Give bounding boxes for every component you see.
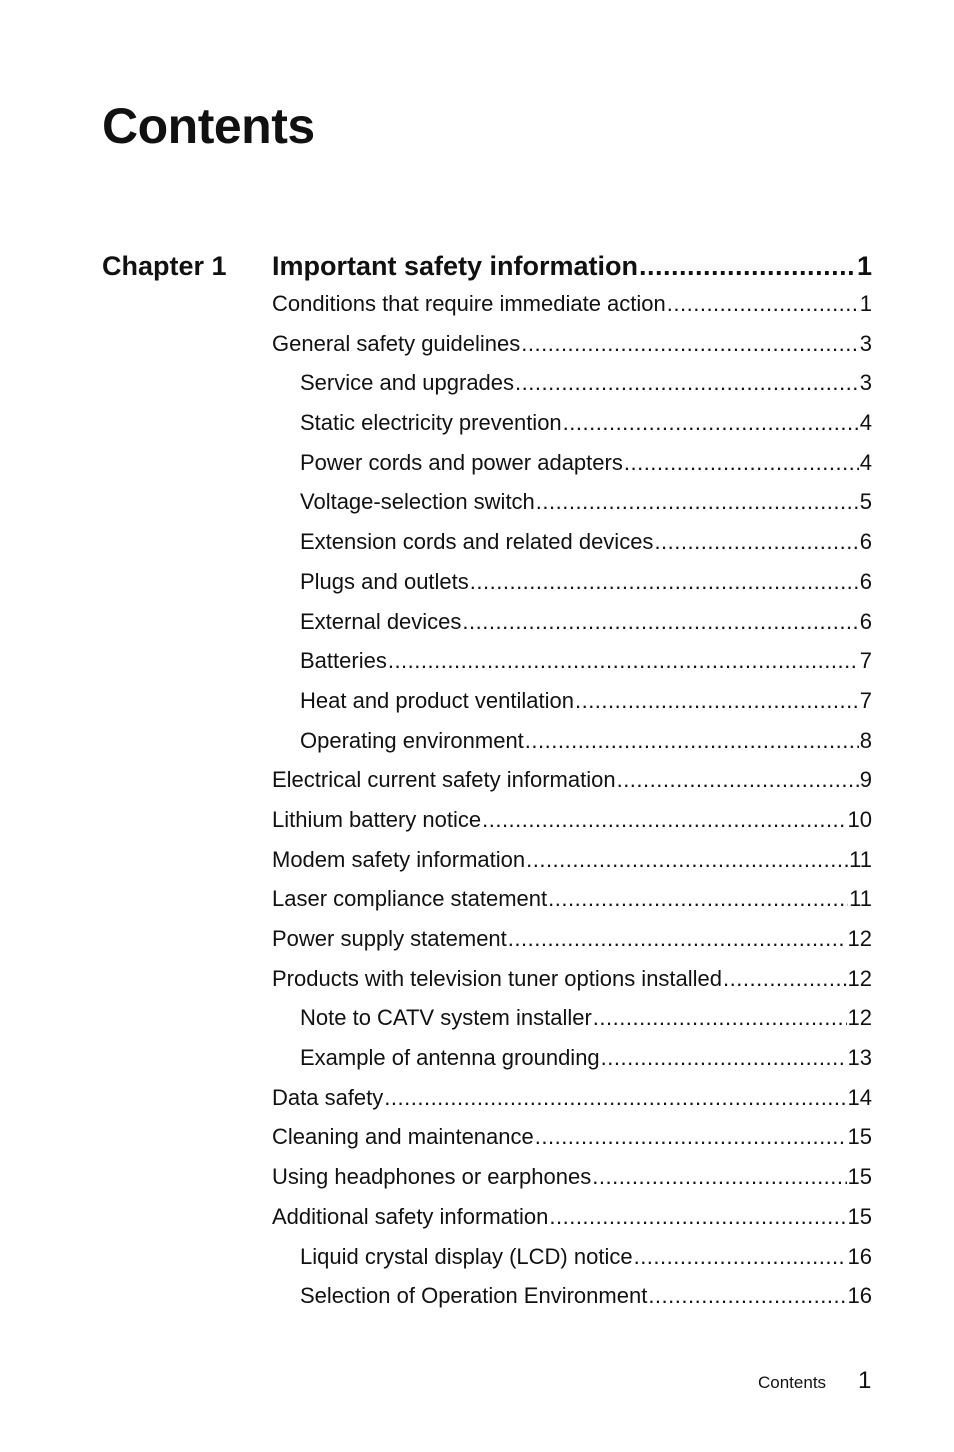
toc-entry-page: 7: [859, 687, 872, 713]
toc-entry-cleaning[interactable]: [272, 1117, 872, 1157]
toc-entry-title: Static electricity prevention: [300, 410, 562, 436]
dot-leader: [525, 721, 859, 761]
toc-entry-page: 15: [847, 1124, 872, 1150]
dot-leader: [482, 800, 846, 840]
toc-entry-page: 15: [847, 1164, 872, 1190]
toc-entry-data-safety[interactable]: [272, 1078, 872, 1118]
toc-entry-page: 10: [847, 806, 872, 832]
dot-leader: [654, 522, 858, 562]
toc-entry-catv-installer[interactable]: [272, 998, 872, 1038]
dot-leader: [592, 1157, 846, 1197]
toc-entry-title: General safety guidelines: [272, 330, 521, 356]
toc-entry-title: Plugs and outlets: [300, 568, 469, 594]
footer-page-number: 1: [858, 1367, 872, 1394]
toc-entry-page: 3: [859, 330, 872, 356]
toc-entry-external-devices[interactable]: [272, 602, 872, 642]
toc-entry-title: Additional safety information: [272, 1203, 549, 1229]
dot-leader: [624, 443, 859, 483]
toc-entry-title: Extension cords and related devices: [300, 529, 654, 555]
dot-leader: [549, 1197, 846, 1237]
toc-entry-tv-tuner[interactable]: [272, 959, 872, 999]
dot-leader: [470, 562, 859, 602]
chapter-label: Chapter 1: [102, 251, 227, 281]
toc-entry-heat-ventilation[interactable]: [272, 681, 872, 721]
dot-leader: [384, 1078, 846, 1118]
toc-entry-page: 12: [847, 1005, 872, 1031]
dot-leader: [601, 1038, 847, 1078]
toc-entry-page: 3: [859, 370, 872, 396]
toc-entry-page: 4: [859, 410, 872, 436]
toc-entry-title: Operating environment: [300, 727, 524, 753]
toc-entry-page: 1: [859, 291, 872, 316]
dot-leader: [639, 248, 856, 284]
dot-leader: [648, 1276, 846, 1316]
toc-entry-page: 6: [859, 608, 872, 634]
toc-entry-page: 15: [847, 1203, 872, 1229]
toc-entry-title: Power cords and power adapters: [300, 449, 623, 475]
toc-entry-title: External devices: [300, 608, 462, 634]
toc-entry-page: 16: [847, 1243, 872, 1269]
toc-entry-service-upgrades[interactable]: [272, 363, 872, 403]
page-title: Contents: [102, 98, 315, 154]
toc-entry-page: 12: [847, 926, 872, 951]
table-of-contents: [272, 248, 872, 1316]
dot-leader: [526, 840, 848, 880]
toc-entry-title: Cleaning and maintenance: [272, 1124, 534, 1150]
toc-entry-page: 8: [859, 727, 872, 753]
dot-leader: [593, 998, 847, 1038]
chapter-page-number: 1: [856, 251, 872, 281]
footer-label: Contents: [758, 1373, 827, 1392]
toc-entry-operation-environment-selection[interactable]: [272, 1276, 872, 1316]
toc-entry-title: Heat and product ventilation: [300, 687, 574, 713]
toc-entry-general-safety[interactable]: [272, 324, 872, 364]
toc-entry-title: Data safety: [272, 1084, 384, 1110]
dot-leader: [548, 879, 848, 919]
dot-leader: [667, 284, 859, 324]
toc-entry-page: 6: [859, 529, 872, 555]
toc-entry-title: Note to CATV system installer: [300, 1005, 592, 1031]
toc-entry-power-supply[interactable]: [272, 919, 872, 959]
chapter-title: Important safety information: [272, 251, 639, 281]
toc-entry-page: 7: [859, 648, 872, 674]
toc-entry-title: Products with television tuner options installed: [272, 965, 723, 991]
toc-entry-power-cords[interactable]: [272, 443, 872, 483]
toc-entry-page: 4: [859, 449, 872, 475]
dot-leader: [723, 959, 846, 999]
toc-entry-modem-safety[interactable]: [272, 840, 872, 880]
toc-entry-page: 5: [859, 489, 872, 515]
toc-entry-page: 11: [849, 846, 872, 872]
dot-leader: [535, 1117, 847, 1157]
toc-entry-headphones[interactable]: [272, 1157, 872, 1197]
dot-leader: [521, 324, 858, 364]
dot-leader: [515, 363, 859, 403]
toc-entry-voltage-switch[interactable]: [272, 482, 872, 522]
toc-entry-title: Electrical current safety information: [272, 767, 616, 793]
toc-entry-operating-environment[interactable]: [272, 721, 872, 761]
toc-entry-plugs-outlets[interactable]: [272, 562, 872, 602]
dot-leader: [634, 1237, 847, 1277]
toc-entry-laser-compliance[interactable]: [272, 879, 872, 919]
toc-entry-page: 14: [847, 1084, 872, 1110]
toc-entry-page: 12: [847, 965, 872, 991]
dot-leader: [563, 403, 859, 443]
toc-entry-page: 13: [847, 1045, 872, 1071]
toc-entry-conditions[interactable]: [272, 284, 872, 324]
toc-entry-antenna-grounding[interactable]: [272, 1038, 872, 1078]
toc-entry-batteries[interactable]: [272, 641, 872, 681]
toc-entry-electrical-current[interactable]: [272, 760, 872, 800]
toc-entry-title: Using headphones or earphones: [272, 1164, 592, 1190]
toc-entry-title: Voltage-selection switch: [300, 489, 535, 515]
dot-leader: [575, 681, 859, 721]
toc-entry-lcd-notice[interactable]: [272, 1237, 872, 1277]
dot-leader: [508, 919, 847, 959]
toc-entry-title: Example of antenna grounding: [300, 1045, 600, 1071]
toc-entry-title: Modem safety information: [272, 846, 526, 872]
toc-entry-static-electricity[interactable]: [272, 403, 872, 443]
toc-entry-page: 16: [847, 1283, 872, 1309]
toc-entry-title: Selection of Operation Environment: [300, 1283, 648, 1309]
toc-chapter-heading[interactable]: [272, 248, 872, 284]
toc-entry-title: Conditions that require immediate action: [272, 291, 666, 316]
toc-entry-title: Batteries: [300, 648, 387, 674]
toc-entry-title: Laser compliance statement: [272, 886, 548, 912]
dot-leader: [388, 641, 859, 681]
toc-entry-page: 9: [859, 767, 872, 793]
toc-entry-page: 11: [849, 886, 872, 912]
toc-entry-title: Service and upgrades: [300, 370, 515, 396]
toc-entry-page: 6: [859, 568, 872, 594]
toc-entry-title: Power supply statement: [272, 926, 507, 951]
toc-entry-title: Lithium battery notice: [272, 806, 482, 832]
dot-leader: [617, 760, 859, 800]
toc-entry-extension-cords[interactable]: [272, 522, 872, 562]
toc-entry-title: Liquid crystal display (LCD) notice: [300, 1243, 633, 1269]
dot-leader: [462, 602, 858, 642]
toc-entry-additional-safety[interactable]: [272, 1197, 872, 1237]
toc-entry-lithium-battery[interactable]: [272, 800, 872, 840]
dot-leader: [536, 482, 859, 522]
